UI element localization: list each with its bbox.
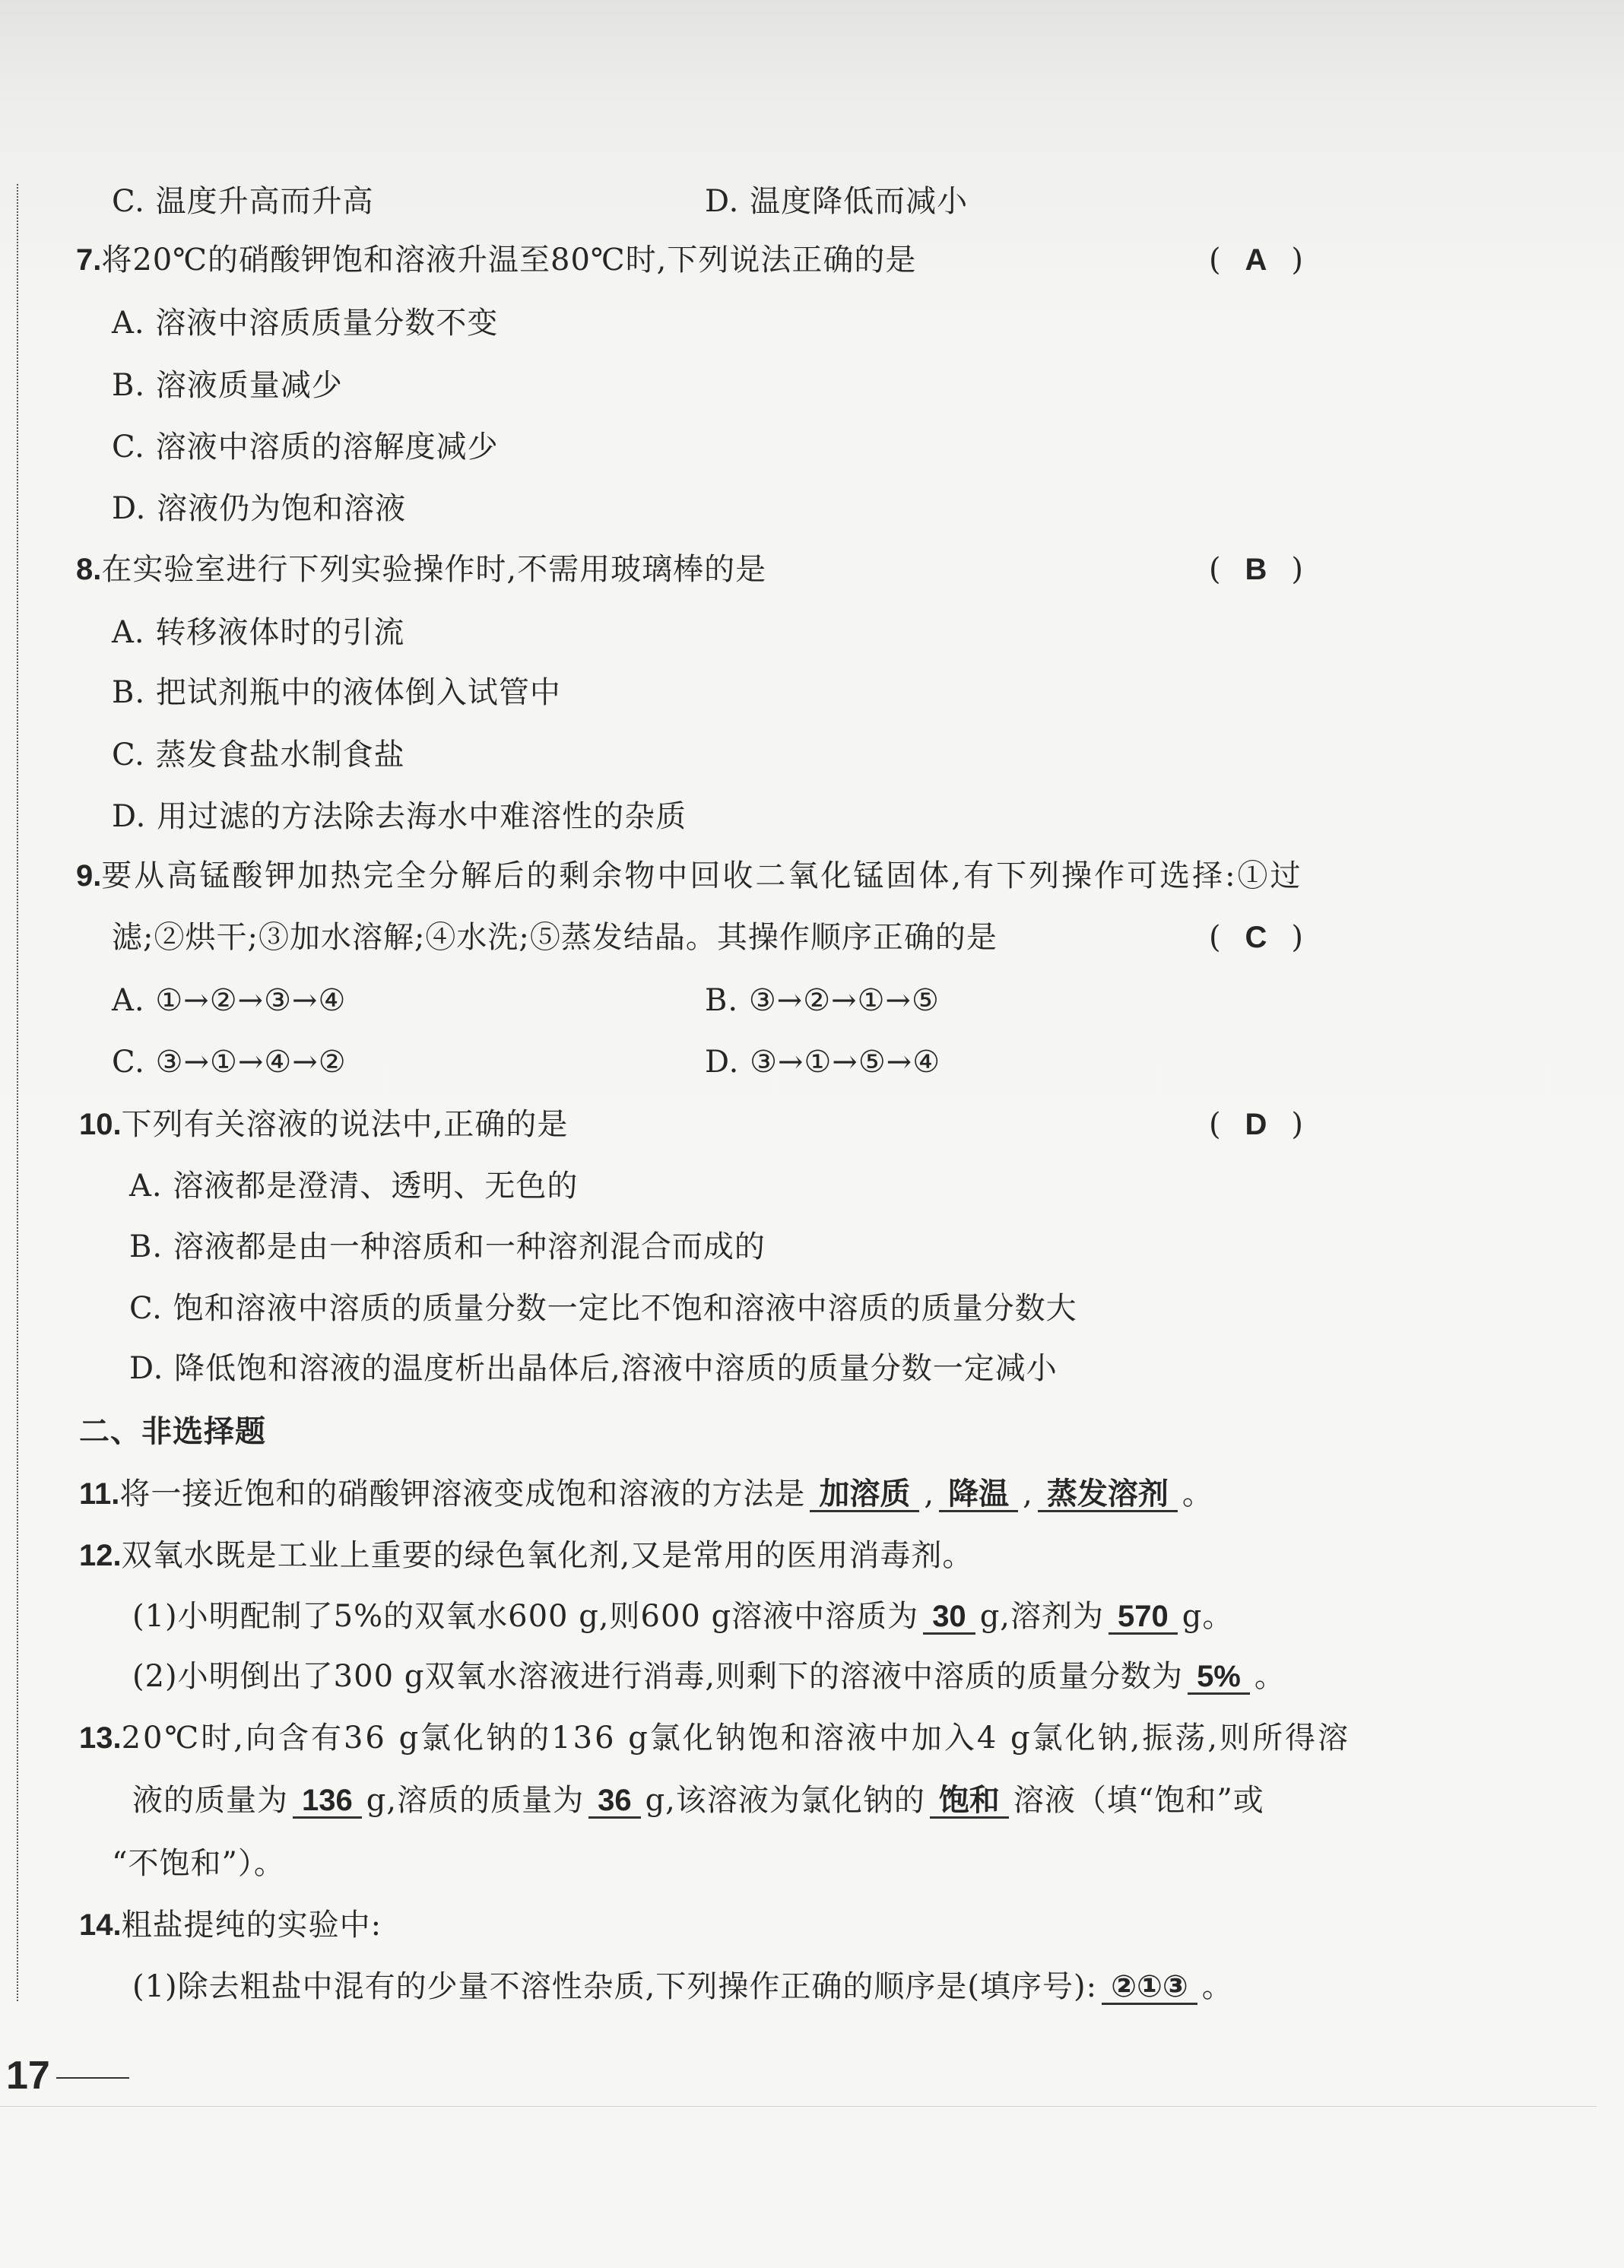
q10-option-b: B. 溶液都是由一种溶质和一种溶剂混合而成的 — [129, 1229, 766, 1264]
q12-number: 12. — [79, 1539, 122, 1572]
q7-answer-close-paren: ) — [1291, 243, 1303, 278]
q13-line-2 — [132, 1782, 1264, 1819]
q12-sub1-label: (1) — [132, 1599, 178, 1634]
q12-sub1-blank-1: 30 — [923, 1600, 975, 1635]
page-number-rule — [56, 2077, 129, 2079]
q12-sub1-text-3: g。 — [1182, 1599, 1234, 1634]
q14-stem-line — [79, 1907, 382, 1943]
q10-answer: D — [1245, 1108, 1267, 1141]
q10-option-a: A. 溶液都是澄清、透明、无色的 — [129, 1169, 579, 1204]
q9-option-b: B. ③→②→①→⑤ — [705, 983, 940, 1018]
q6-option-d: D. 温度降低而减小 — [705, 184, 969, 219]
q10-option-d: D. 降低饱和溶液的温度析出晶体后,溶液中溶质的质量分数一定减小 — [129, 1351, 1058, 1386]
q8-option-c: C. 蒸发食盐水制食盐 — [112, 737, 405, 772]
binding-dotted-line — [17, 184, 18, 2001]
q9-stem-1: 要从高锰酸钾加热完全分解后的剩余物中回收二氧化锰固体,有下列操作可选择:①过 — [101, 858, 1303, 893]
q13-line2-text-4: 溶液（填“饱和”或 — [1013, 1783, 1264, 1818]
q7-option-d: D. 溶液仍为饱和溶液 — [112, 491, 407, 526]
q9-answer: C — [1245, 921, 1267, 954]
q12-sub2-label: (2) — [132, 1659, 178, 1694]
q13-blank-3: 饱和 — [930, 1784, 1009, 1819]
q9-option-c: C. ③→①→④→② — [112, 1045, 347, 1080]
q12-sub2-text-1: 小明倒出了300 g双氧水溶液进行消毒,则剩下的溶液中溶质的质量分数为 — [177, 1659, 1184, 1694]
q11-separator-2: , — [1023, 1477, 1033, 1511]
q8-answer-close-paren: ) — [1291, 552, 1303, 587]
q11-separator-1: , — [924, 1477, 935, 1511]
q13-blank-2: 36 — [588, 1784, 641, 1819]
q8-stem-line — [76, 551, 766, 588]
q11-number: 11. — [79, 1477, 120, 1511]
q7-option-a: A. 溶液中溶质质量分数不变 — [112, 306, 499, 341]
q9-option-d: D. ③→①→⑤→④ — [705, 1045, 941, 1080]
q13-line2-text-2: g,溶质的质量为 — [366, 1783, 585, 1818]
q14-sub1-text-2: 。 — [1201, 1969, 1233, 2004]
q8-option-b: B. 把试剂瓶中的液体倒入试管中 — [112, 675, 561, 710]
q11-stem: 将一接近饱和的硝酸钾溶液变成饱和溶液的方法是 — [119, 1477, 806, 1511]
q13-blank-1: 136 — [293, 1784, 362, 1819]
q10-answer-box — [1209, 1106, 1303, 1143]
q14-sub1-blank-1: ②①③ — [1102, 1971, 1197, 2005]
q9-answer-open-paren: ( — [1209, 920, 1221, 955]
q12-sub1-blank-2: 570 — [1109, 1600, 1178, 1635]
q12-sub1-line — [132, 1598, 1233, 1635]
q14-sub1-line — [132, 1968, 1233, 2005]
q9-answer-close-paren: ) — [1291, 920, 1303, 955]
q13-line2-text-3: g,该溶液为氯化钠的 — [645, 1783, 925, 1818]
q12-sub2-text-2: 。 — [1254, 1659, 1286, 1694]
q12-stem-line — [79, 1537, 973, 1574]
q13-line-1 — [79, 1720, 1350, 1756]
q11-line — [79, 1476, 1213, 1512]
q7-option-c: C. 溶液中溶质的溶解度减少 — [112, 430, 499, 465]
q8-option-d: D. 用过滤的方法除去海水中难溶性的杂质 — [112, 799, 687, 834]
q10-answer-open-paren: ( — [1209, 1107, 1221, 1142]
q10-option-c: C. 饱和溶液中溶质的质量分数一定比不饱和溶液中溶质的质量分数大 — [129, 1291, 1077, 1326]
section-title: 二、非选择题 — [79, 1415, 266, 1448]
q8-stem: 在实验室进行下列实验操作时,不需用玻璃棒的是 — [101, 552, 767, 587]
q8-option-a: A. 转移液体时的引流 — [112, 615, 405, 650]
q9-option-a: A. ①→②→③→④ — [112, 983, 347, 1018]
page-number: 17 — [6, 2054, 50, 2098]
q12-sub2-line — [132, 1658, 1286, 1695]
q7-stem: 将20℃的硝酸钾饱和溶液升温至80℃时,下列说法正确的是 — [101, 243, 917, 278]
q11-blank-1: 加溶质 — [810, 1478, 919, 1512]
q14-stem: 粗盐提纯的实验中: — [121, 1908, 382, 1943]
q7-stem-line — [76, 242, 916, 278]
q9-stem-line-1 — [76, 858, 1303, 894]
q7-answer: A — [1245, 243, 1267, 277]
q10-stem: 下列有关溶液的说法中,正确的是 — [121, 1107, 569, 1142]
q14-sub1-text-1: 除去粗盐中混有的少量不溶性杂质,下列操作正确的顺序是(填序号): — [177, 1969, 1098, 2004]
q9-answer-box — [1209, 919, 1303, 956]
q10-answer-close-paren: ) — [1291, 1107, 1303, 1142]
q8-answer-open-paren: ( — [1209, 552, 1221, 587]
q7-number: 7. — [76, 243, 102, 277]
q13-line-3: “不饱和”）。 — [112, 1846, 285, 1881]
q7-answer-open-paren: ( — [1209, 243, 1221, 278]
q12-sub2-blank-1: 5% — [1188, 1661, 1250, 1695]
q8-number: 8. — [76, 553, 102, 586]
q11-blank-3: 蒸发溶剂 — [1038, 1478, 1178, 1512]
q8-answer: B — [1245, 553, 1267, 586]
q13-number: 13. — [79, 1721, 122, 1755]
q8-answer-box — [1209, 551, 1303, 588]
q13-line2-text-1: 液的质量为 — [132, 1783, 288, 1818]
q13-text-1: 20℃时,向含有36 g氯化钠的136 g氯化钠饱和溶液中加入4 g氯化钠,振荡,则所得溶 — [121, 1721, 1351, 1756]
q9-number: 9. — [76, 859, 102, 893]
q7-option-b: B. 溶液质量减少 — [112, 368, 343, 403]
q12-stem: 双氧水既是工业上重要的绿色氧化剂,又是常用的医用消毒剂。 — [121, 1538, 974, 1573]
q10-number: 10. — [79, 1108, 122, 1141]
q11-end: 。 — [1182, 1477, 1213, 1511]
bottom-rule — [0, 2106, 1597, 2107]
q11-blank-2: 降温 — [939, 1478, 1018, 1512]
q12-sub1-text-2: g,溶剂为 — [979, 1599, 1105, 1634]
q10-stem-line — [79, 1106, 568, 1143]
q14-sub1-label: (1) — [132, 1969, 178, 2004]
q9-stem-line-2: 滤;②烘干;③加水溶解;④水洗;⑤蒸发结晶。其操作顺序正确的是 — [112, 920, 998, 955]
q6-option-c: C. 温度升高而升高 — [112, 184, 374, 219]
q12-sub1-text-1: 小明配制了5%的双氧水600 g,则600 g溶液中溶质为 — [177, 1599, 919, 1634]
q14-number: 14. — [79, 1908, 122, 1942]
q7-answer-box — [1209, 242, 1303, 278]
